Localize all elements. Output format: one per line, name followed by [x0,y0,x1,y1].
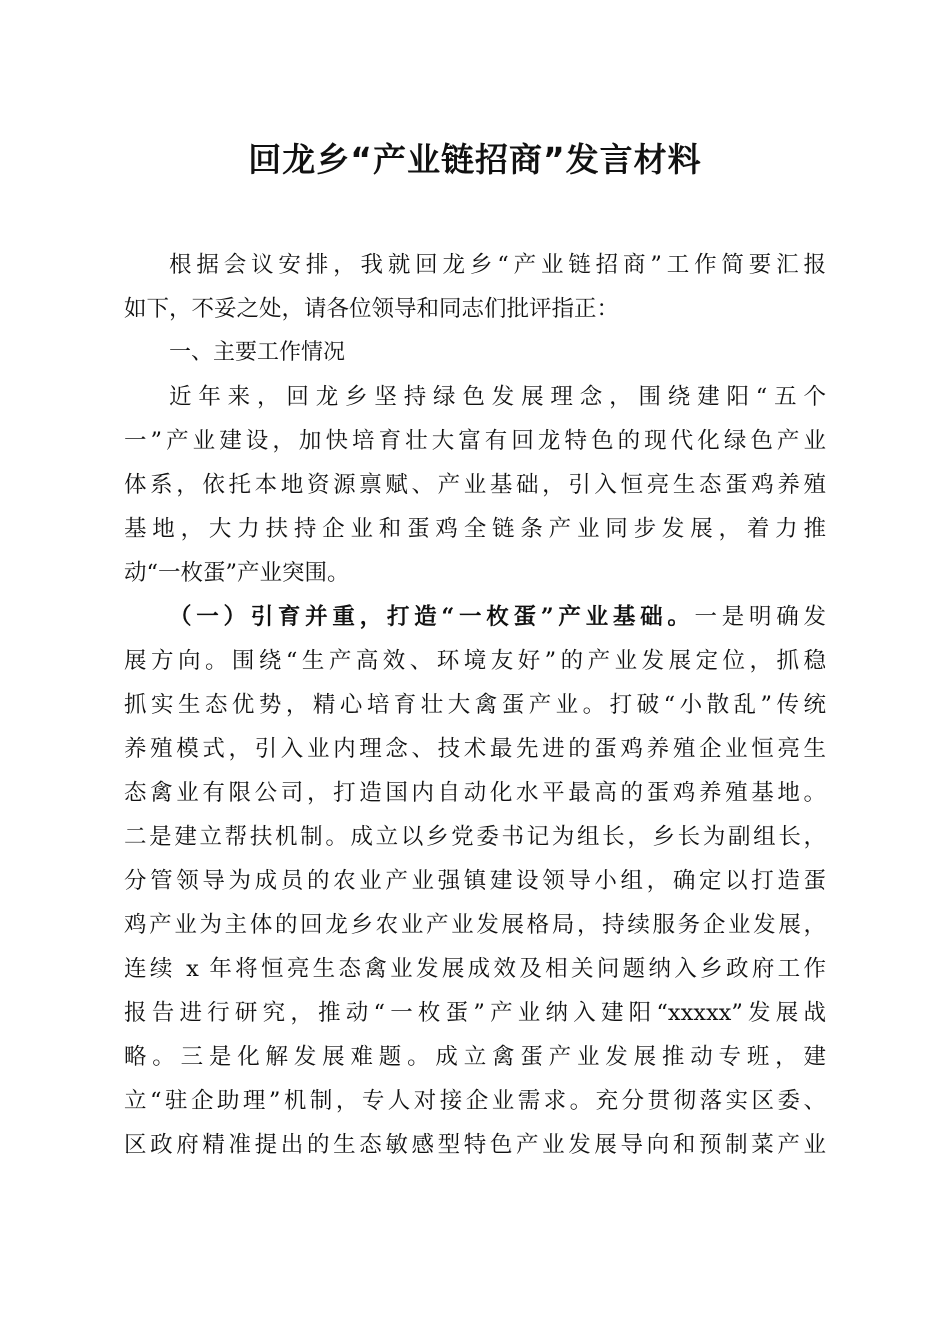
section-heading: 一、主要工作情况 [169,340,346,365]
overview-line: 近年来，回龙乡坚持绿色发展理念，围绕建阳“五个 [169,384,826,410]
section1-line: 分管领导为成员的农业产业强镇建设领导小组，确定以打造蛋 [124,868,826,894]
overview-line: 动“一枚蛋”产业突围。 [124,560,350,586]
overview-line: 一”产业建设，加快培育壮大富有回龙特色的现代化绿色产业 [124,428,826,454]
section1-line: 养殖模式，引入业内理念、技术最先进的蛋鸡养殖企业恒亮生 [124,736,826,762]
intro-line: 根据会议安排，我就回龙乡“产业链招商”工作简要汇报 [169,252,826,278]
section1-line: 二是建立帮扶机制。成立以乡党委书记为组长，乡长为副组长， [124,824,826,850]
section1-line: 抓实生态优势，精心培育壮大禽蛋产业。打破“小散乱”传统 [124,692,826,718]
document-title: 回龙乡“产业链招商”发言材料 [248,140,702,179]
sub-heading: （一）引育并重，打造“一枚蛋”产业基础。 [169,604,695,630]
overview-line: 基地，大力扶持企业和蛋鸡全链条产业同步发展，着力推 [124,516,826,542]
section1-line: 报告进行研究，推动“一枚蛋”产业纳入建阳“xxxxx”发展战 [124,1000,826,1026]
section1-line: 展方向。围绕“生产高效、环境友好”的产业发展定位，抓稳 [124,648,826,674]
section1-first-line-rest: 一是明确发 [694,604,826,630]
overview-line: 体系，依托本地资源禀赋、产业基础，引入恒亮生态蛋鸡养殖 [124,472,826,498]
document-body [124,243,826,1167]
section1-line: 区政府精准提出的生态敏感型特色产业发展导向和预制菜产业 [124,1132,826,1158]
section1-first-line [124,595,826,639]
section1-line: 略。三是化解发展难题。成立禽蛋产业发展推动专班，建 [124,1044,826,1070]
section1-line: 连续 x 年将恒亮生态禽业发展成效及相关问题纳入乡政府工作 [124,956,826,982]
section1-line: 态禽业有限公司，打造国内自动化水平最高的蛋鸡养殖基地。 [124,780,826,806]
section1-line: 鸡产业为主体的回龙乡农业产业发展格局，持续服务企业发展， [124,912,826,938]
intro-line: 如下，不妥之处，请各位领导和同志们批评指正： [124,296,620,322]
section1-line: 立“驻企助理”机制，专人对接企业需求。充分贯彻落实区委、 [124,1088,826,1114]
